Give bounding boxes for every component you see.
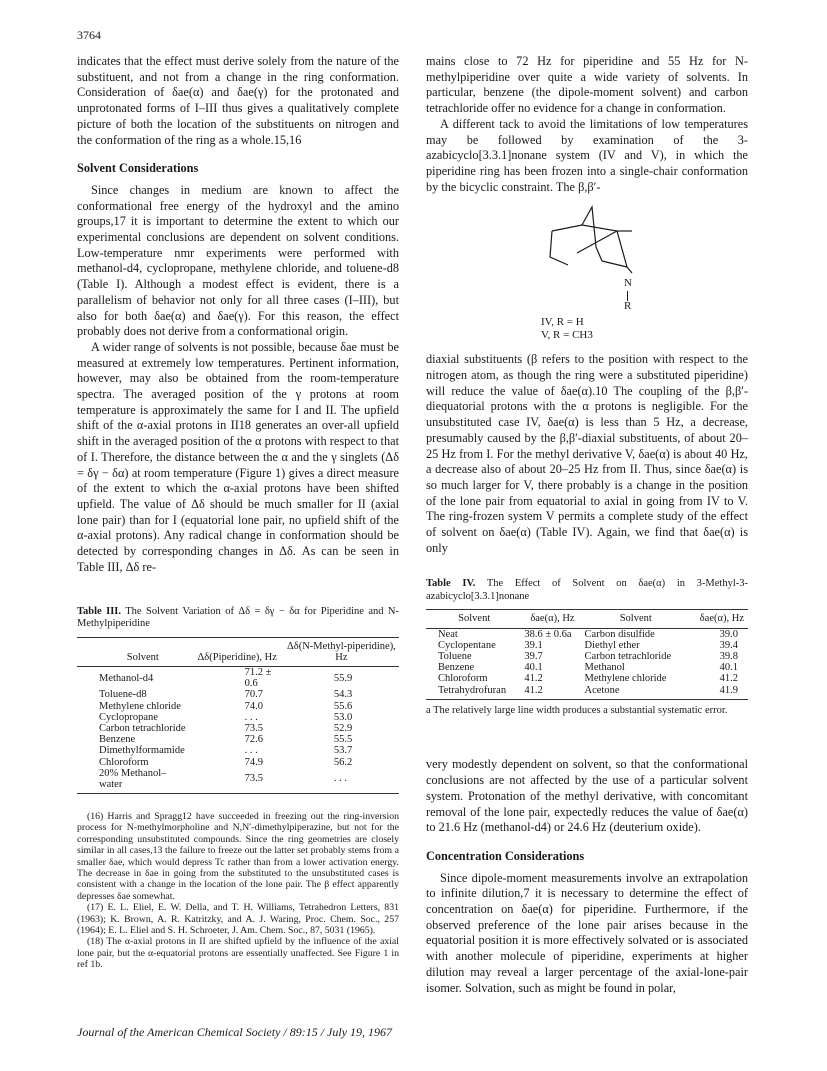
left-paragraph-1: indicates that the effect must derive solely from the nature of the substituent, and not from a change in the ring conformation. Consideration of δae(α) and δae(γ) for the protonated and unprotonated forms of I–III thus gives a qualitatively complete picture of both the location of the substituents on nitrogen and the conformation of the ring as a whole.15,16 <box>77 54 399 147</box>
table-row <box>77 745 399 756</box>
table-cell: Methanol-d4 <box>99 672 154 684</box>
table4-header-row <box>426 610 748 628</box>
table-cell: 74.9 <box>244 756 263 768</box>
table4-title: The Effect of Solvent on δae(α) in 3-Methyl-3-azabicyclo[3.3.1]nonane <box>426 578 748 602</box>
table-cell: Neat <box>438 628 458 640</box>
right-paragraph-2: A different tack to avoid the limitations of low temperatures may be followed by examination of the 3-azabicyclo[3.3.1]nonane system (IV and V), in which the piperidine ring has been frozen into a single-chair conformation by the bicyclic constraint. The β,β′- <box>426 116 748 194</box>
table4-label: Table IV. <box>426 578 476 590</box>
table-cell: 55.9 <box>333 672 353 684</box>
table-cell: Carbon tetrachloride <box>99 722 186 734</box>
table-cell: Methylene chloride <box>99 700 181 712</box>
table-cell: 73.5 <box>244 773 263 785</box>
page-number: 3764 <box>77 28 101 42</box>
table-cell: Benzene <box>99 734 136 746</box>
right-paragraph-5: Since dipole-moment measurements involve an extrapolation to infinite dilution,7 it is necessary to determine the effect of concentration on δae(α) for piperidine. Furthermore, if the observed preference of the lone pair arises because in the equatorial position it is more effectively solvated or is associated with another molecule of piperidine, experiments at higher dilution may reveal a larger percentage of the axial-lone-pair isomer. Solvation, such as might be found in polar, <box>426 870 748 995</box>
left-paragraph-2: Since changes in medium are known to affect the conformational free energy of the hydroxyl and the amino groups,17 it is important to determine the extent to which our experimental conclusions are dependent on solvent conditions. Low-temperature nmr experiments were performed with methanol-d4, cyclopropane, methylene chloride, and toluene-d8 (Table I). Although a modest effect is evident, there is a parallelism of behavior not only for all three cases (I–III), but also for both δae(α) and δae(γ). For this reason, the effect probably does not derive from a conformational origin. <box>77 182 399 339</box>
right-paragraph-4: very modestly dependent on solvent, so that the conformational conclusions are not affected by the use of a particular solvent system. Protonation of the methyl derivative, with concomitant removal of the lone pair, expectedly reduces the value of δae(α) to 21.6 Hz (methanol-d4) or 24.6 Hz (deuterium oxide). <box>426 757 748 835</box>
structure-labels <box>541 316 748 342</box>
table3-header-cell: Δδ(Piperidine), Hz <box>197 651 277 663</box>
table-cell: Tetrahydrofuran <box>438 684 507 696</box>
table-cell: Chloroform <box>99 756 149 768</box>
table-cell: Dimethylformamide <box>99 745 185 757</box>
table-cell: Benzene <box>438 662 475 674</box>
references <box>77 811 399 971</box>
table-cell: 55.6 <box>333 700 353 712</box>
table-row <box>77 712 399 723</box>
right-paragraph-3: diaxial substituents (β refers to the position with respect to the nitrogen atom, as though the ring were a substituted piperidine) will reduce the value of δae(α).10 The coupling of the β,β′-diequatorial protons with the α protons is negligible. For the unsubstituted case IV, δae(α) is less than 5 Hz, a decrease, presumably caused by the β,β′-diaxial substituents, of about 20–25 Hz from I. For the methyl derivative V, δae(α) is about 40 Hz, a decrease also of about 20–25 Hz from II. Thus, since δae(α) is so much larger for V, there probably is a change in the position of the lone pair from equatorial to axial in going from IV to V. The ring-frozen system V permits a complete study of the effect of solvent on δae(α) (Table IV). Again, we find that δae(α) is only <box>426 352 748 555</box>
reference-16: (16) Harris and Spragg12 have succeeded in freezing out the ring-inversion process for N-methylmorpholine and N,N′-dimethylpiperazine, but not for the corresponding unsubstituted compounds. Since the ring geometries are closely similar in all cases,13 the failure to freeze out the latter set probably stems from a smaller δae, which would depress Tc rather than from a lower activation energy. The decrease in δae in going from the substituted to the unsubstituted cases is consistent with a change in the location of the lone pair. The β effect apparently depresses δae somewhat. <box>77 811 399 902</box>
table-cell: 40.1 <box>524 662 543 674</box>
table-cell: 41.2 <box>524 673 543 685</box>
ring-bond <box>596 247 602 261</box>
table-cell: Acetone <box>584 684 620 696</box>
table-cell: . . . <box>244 745 258 757</box>
table3-caption <box>77 606 399 631</box>
section-heading-concentration: Concentration Considerations <box>426 848 585 863</box>
table-row <box>426 662 748 673</box>
table-row <box>77 723 399 734</box>
table-cell: Toluene <box>438 651 472 663</box>
table-cell: 41.2 <box>524 684 543 696</box>
table-cell: Diethyl ether <box>584 639 640 651</box>
table-row <box>426 651 748 662</box>
left-paragraph-3: A wider range of solvents is not possible, because δae must be measured at extremely low temperatures. Pertinent information, however, may also be obtained from the room-temperature spectra. The averaged position of the γ protons at room temperature is approximately the same for I and II. The upfield shift of the α-axial protons in II18 generates an over-all upfield shift in the averaged position of the α protons with respect to that of I. Therefore, the distance between the α and the γ singlets (Δδ = δγ − δα) at room temperature (Figure 1) gives a direct measure of the extent to which the α-axial protons have been shifted upfield. The value of Δδ should be much smaller for II (axial lone pair) than for I (equatorial lone pair, no upfield shift of the α-axial protons). Any radical change in conformation should be detected by corresponding changes in Δδ. As can be seen in Table III, Δδ re- <box>77 339 399 574</box>
journal-footer: Journal of the American Chemical Society / 89:15 / July 19, 1967 <box>77 1025 393 1039</box>
table-cell: . . . <box>333 773 347 785</box>
table-row <box>426 628 748 640</box>
table-row <box>426 685 748 700</box>
table-cell: 55.5 <box>333 734 353 746</box>
table-row <box>77 701 399 712</box>
table4 <box>426 609 748 699</box>
table-row <box>426 673 748 684</box>
reference-17: (17) E. L. Eliel, E. W. Della, and T. H. Williams, Tetrahedron Letters, 831 (1963); K. Brown, A. R. Katritzky, and A. J. Waring, Proc. Chem. Soc., 257 (1964); E. L. Eliel and S. H. Schroeter, J. Am. Chem. Soc., 87, 5031 (1965). <box>77 902 399 937</box>
table-row <box>77 666 399 689</box>
table-cell: 41.2 <box>719 673 738 685</box>
reference-18: (18) The α-axial protons in II are shifted upfield by the influence of the axial lone pair, but the α-equatorial protons are essentially unaffected. See Figure 1 in ref 1b. <box>77 936 399 971</box>
table-cell: 56.2 <box>333 756 353 768</box>
structure-label-v: V, R = CH3 <box>541 329 593 342</box>
table-cell: Chloroform <box>438 673 488 685</box>
table3-header-cell: Solvent <box>126 651 159 663</box>
table-cell: 41.9 <box>719 684 738 696</box>
table-cell: . . . <box>244 711 258 723</box>
table-row <box>77 757 399 768</box>
table-row <box>426 640 748 651</box>
table-cell: Cyclopentane <box>438 639 496 651</box>
left-column <box>77 54 399 794</box>
table-cell: Cyclopropane <box>99 711 158 723</box>
table-cell: Toluene-d8 <box>99 689 147 701</box>
table4-header-cell: Solvent <box>458 613 491 625</box>
table4-footnote: a The relatively large line width produces a substantial systematic error. <box>426 704 728 716</box>
table-cell: Methanol <box>584 662 625 674</box>
table-cell: 38.6 ± 0.6a <box>524 628 572 640</box>
right-paragraph-1: mains close to 72 Hz for piperidine and 55 Hz for N-methylpiperidine over quite a wide variety of solvents. In particular, benzene (the dipole-moment solvent) and carbon tetrachloride offer no evidence for a change in conformation. <box>426 54 748 116</box>
table-cell: Methylene chloride <box>584 673 667 685</box>
table-cell: 39.7 <box>524 651 543 663</box>
table-cell: 71.2 ± 0.6 <box>244 666 272 690</box>
nitrogen-label: N <box>624 277 632 290</box>
table4-header-cell: Solvent <box>619 613 652 625</box>
section-heading-solvent: Solvent Considerations <box>77 161 199 176</box>
table-cell: Carbon tetrachloride <box>584 651 672 663</box>
table3-header-cell: Δδ(N-Methyl-piperidine), Hz <box>287 640 396 663</box>
table3-header-row <box>77 637 399 666</box>
azabicyclononane-structure <box>482 201 692 293</box>
table-cell: 72.6 <box>244 734 263 746</box>
table-cell: 52.9 <box>333 722 353 734</box>
right-column <box>426 54 748 996</box>
table-cell: 39.8 <box>719 651 738 663</box>
table-row <box>77 734 399 745</box>
table-row <box>77 768 399 794</box>
table-row <box>77 689 399 700</box>
table-cell: 53.7 <box>333 745 353 757</box>
table4-caption <box>426 578 748 603</box>
table-cell: 39.0 <box>719 628 738 640</box>
table-cell: 53.0 <box>333 711 353 723</box>
table4-header-cell: δae(α), Hz <box>530 613 575 625</box>
table4-header-cell: δae(α), Hz <box>699 613 744 625</box>
table-cell: Carbon disulfide <box>584 628 655 640</box>
bridge-bond <box>582 207 596 247</box>
ring-bond <box>550 231 568 265</box>
table3-label: Table III. <box>77 605 122 617</box>
r-substituent <box>624 291 748 312</box>
ring-bond <box>627 267 632 273</box>
table-cell: 39.1 <box>524 639 543 651</box>
table3-title: The Solvent Variation of Δδ = δγ − δα for Piperidine and N-Methylpiperidine <box>77 605 399 629</box>
table-cell: 20% Methanol–water <box>99 767 167 790</box>
table-cell: 74.0 <box>244 700 263 712</box>
table-cell: 54.3 <box>333 689 353 701</box>
table-cell: 70.7 <box>244 689 263 701</box>
table3 <box>77 637 399 795</box>
table-cell: 73.5 <box>244 722 263 734</box>
table-cell: 40.1 <box>719 662 738 674</box>
structure-label-iv: IV, R = H <box>541 316 584 329</box>
table-cell: 39.4 <box>719 639 738 651</box>
r-label: R <box>624 300 632 313</box>
